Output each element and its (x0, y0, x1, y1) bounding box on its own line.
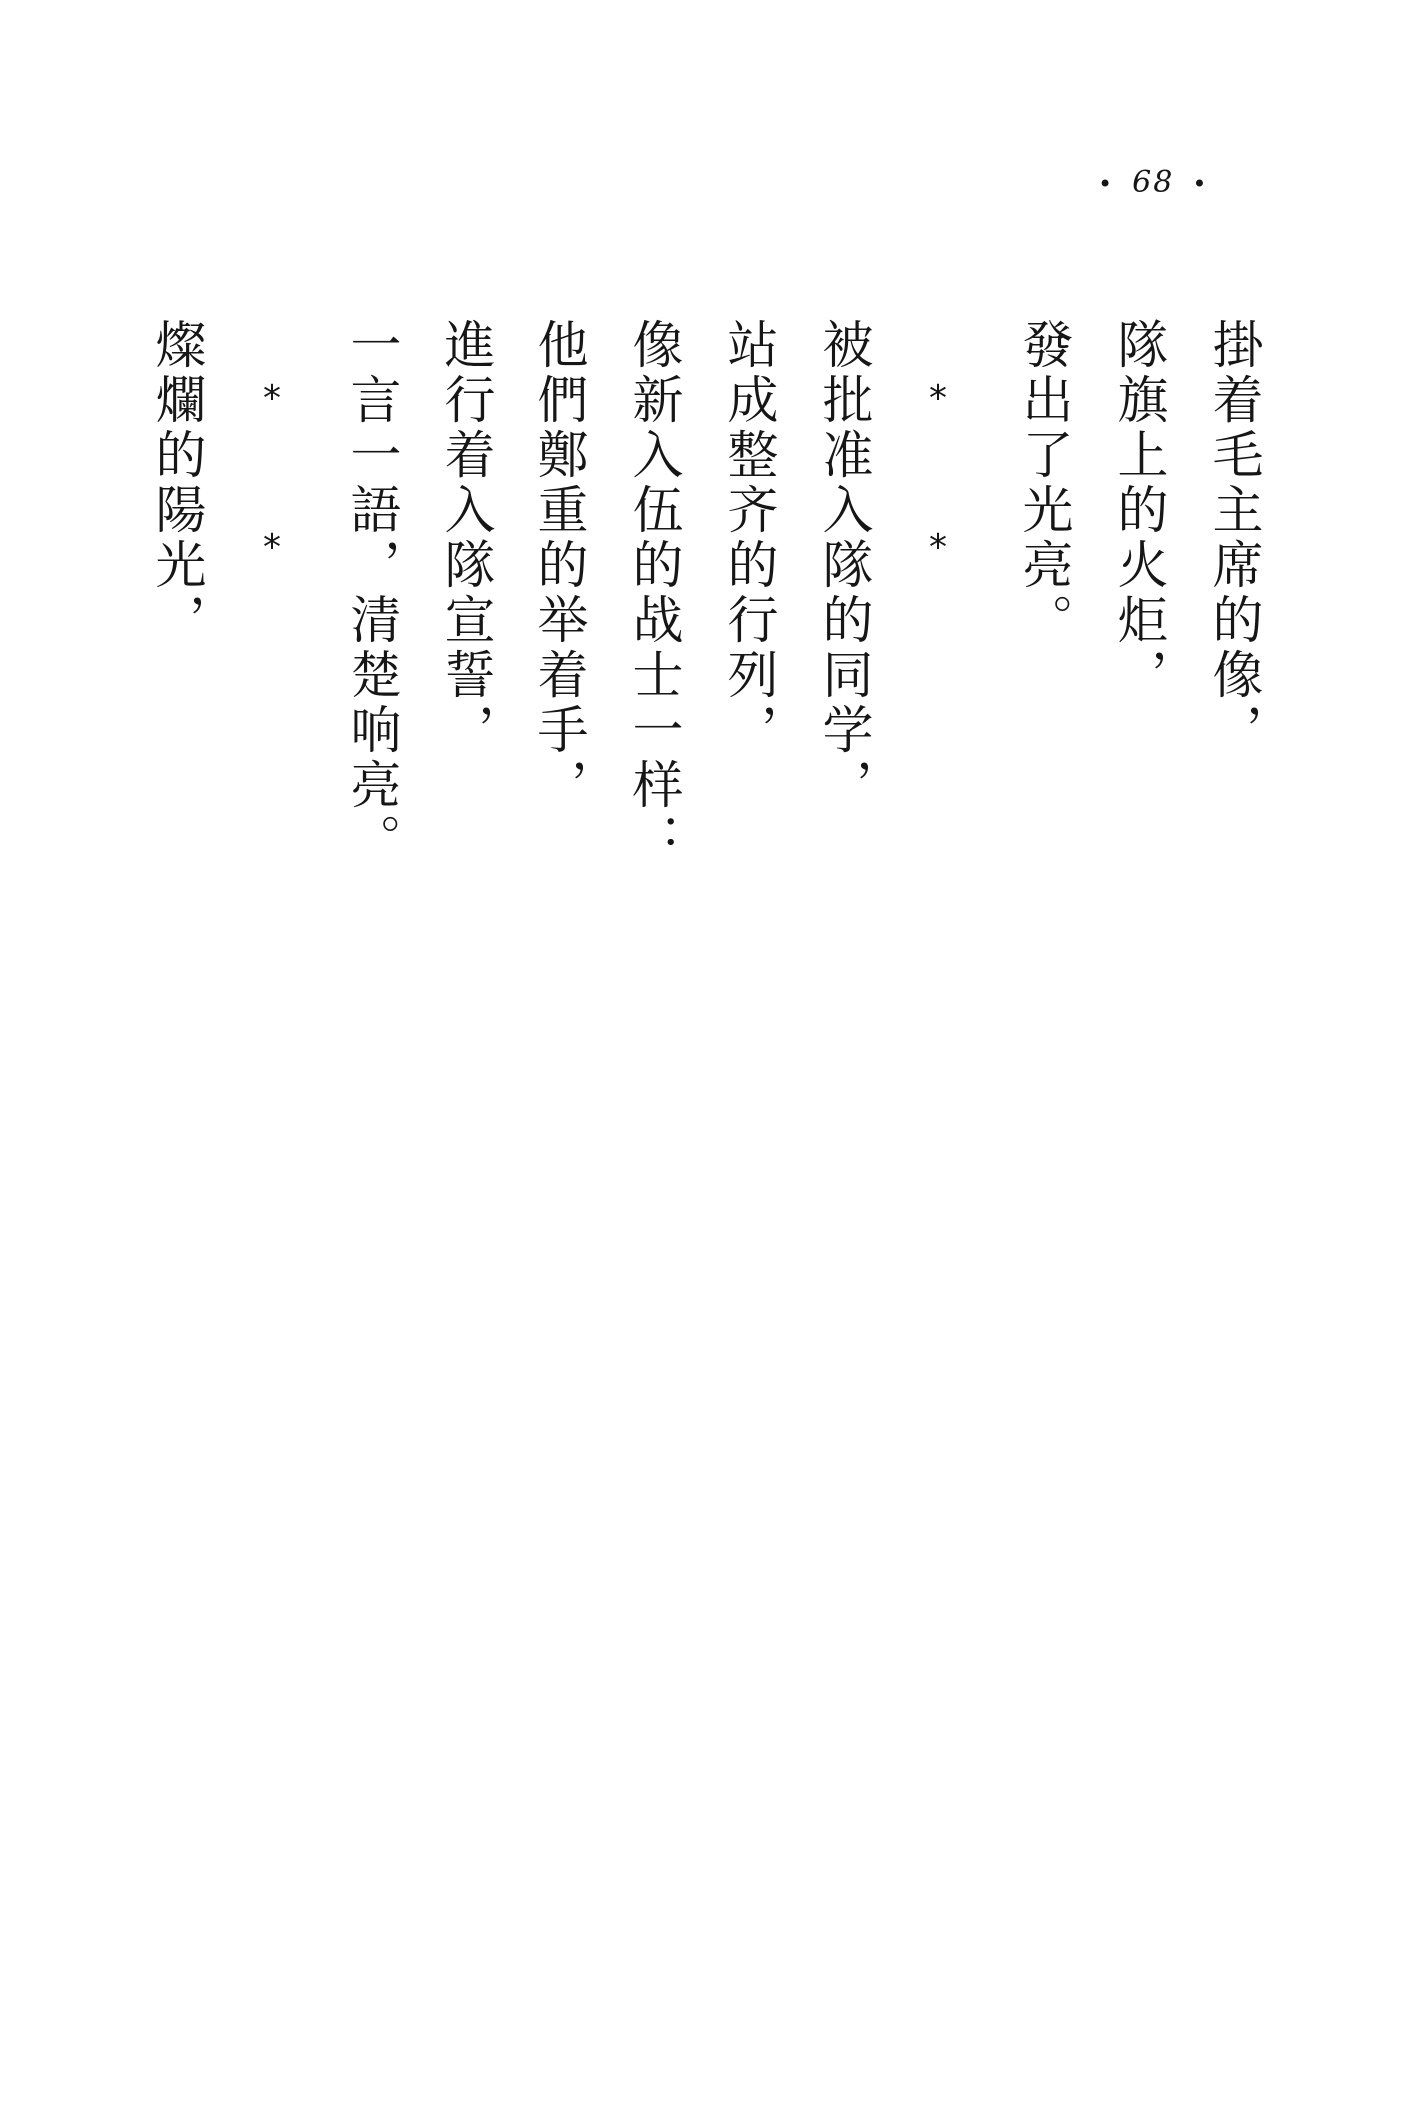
page-number (1080, 165, 1227, 200)
poem-line-1: 掛着毛主席的像， (1203, 318, 1262, 758)
poem-line-5: 站成整齐的行列， (718, 318, 777, 758)
poem-line-6: 像新入伍的战士一样： (623, 318, 682, 868)
poem-line-3: 發出了光亮。 (1013, 318, 1072, 648)
poem-line-9: 一言一語，清楚响亮。 (341, 318, 400, 868)
page-number-value: 68 (1132, 165, 1175, 200)
poem-line-10: 燦爛的陽光， (146, 318, 205, 648)
poem-line-2: 隊旗上的火炬， (1108, 318, 1167, 703)
poem-line-8: 進行着入隊宣誓， (435, 318, 494, 758)
poem-line-4: 被批准入隊的同学， (813, 318, 872, 813)
poem-line-7: 他們鄭重的举着手， (528, 318, 587, 813)
section-break-asterisk: * (263, 378, 281, 419)
section-break-1 (918, 378, 958, 568)
page-number-left-dot: • (1098, 170, 1115, 198)
page-number-right-dot: • (1192, 170, 1209, 198)
section-break-asterisk: * (929, 527, 947, 568)
section-break-2 (252, 378, 292, 568)
section-break-asterisk: * (929, 378, 947, 419)
section-break-asterisk: * (263, 527, 281, 568)
